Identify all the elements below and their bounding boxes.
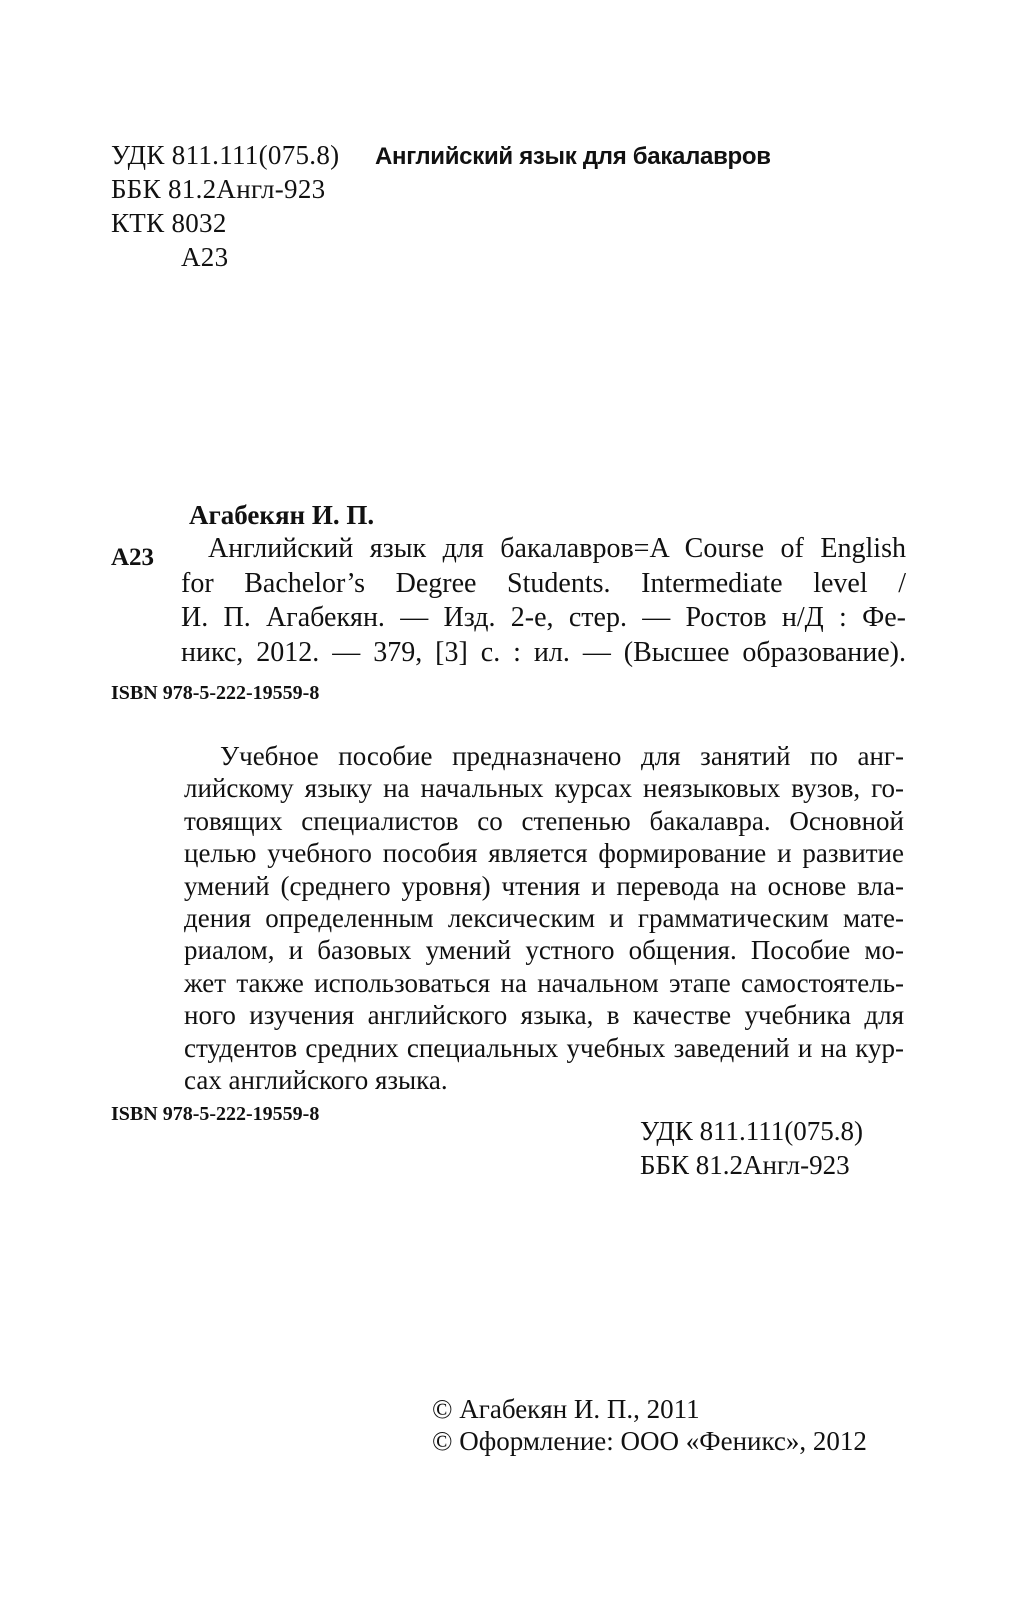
biblio-line: for Bachelor’s Degree Students. Intermediate level /: [181, 567, 906, 599]
abstract-line: сах английского языка.: [184, 1065, 448, 1096]
author-mark: А23: [181, 242, 229, 272]
isbn-card: ISBN 978-5-222-19559-8: [111, 682, 320, 704]
abstract-line: дения определенным лексическим и грамматическим мате-: [184, 903, 904, 934]
copyright-design: © Оформление: ООО «Феникс», 2012: [432, 1426, 867, 1456]
author-name: Агабекян И. П.: [189, 500, 375, 530]
biblio-line: И. П. Агабекян. — Изд. 2-е, стер. — Ростов н/Д : Фе-: [181, 602, 906, 633]
abstract-line: товящих специалистов со степенью бакалавра. Основной: [184, 805, 904, 836]
ktk-code: КТК 8032: [111, 208, 227, 238]
copyright-block: [432, 1393, 867, 1457]
footer-codes: [640, 1114, 863, 1182]
abstract-line: риалом, и базовых умений устного общения. Пособие мо-: [184, 935, 904, 966]
abstract-line: студентов средних специальных учебных заведений и на кур-: [184, 1032, 904, 1063]
abstract-line: Учебное пособие предназначено для занятий по анг-: [220, 741, 904, 771]
book-title-heading: Английский язык для бакалавров: [375, 143, 771, 170]
abstract-line: жет также использоваться на начальном этапе самостоятель-: [184, 967, 904, 998]
copyright-author: © Агабекян И. П., 2011: [432, 1394, 700, 1424]
footer-bbk: ББК 81.2Англ-923: [640, 1150, 850, 1180]
isbn-footer: ISBN 978-5-222-19559-8: [111, 1103, 320, 1125]
udk-code: УДК 811.111(075.8): [111, 140, 340, 170]
abstract-paragraph: [184, 740, 904, 1096]
abstract-line: лийскому языку на начальных курсах неязыковых вузов, го-: [184, 773, 904, 804]
abstract-line: целью учебного пособия является формирование и развитие: [184, 838, 904, 869]
bbk-code: ББК 81.2Англ-923: [111, 174, 326, 204]
biblio-line: никс, 2012. — 379, [3] с. : ил. — (Высшее образование).: [181, 636, 906, 668]
abstract-line: умений (среднего уровня) чтения и перевода на основе вла-: [184, 870, 904, 901]
biblio-line: Английский язык для бакалавров=A Course of English: [208, 533, 906, 564]
card-author-mark: А23: [111, 544, 155, 571]
abstract-line: ного изучения английского языка, в качестве учебника для: [184, 1000, 904, 1031]
bibliographic-description: [181, 532, 906, 670]
footer-udk: УДК 811.111(075.8): [640, 1116, 864, 1146]
